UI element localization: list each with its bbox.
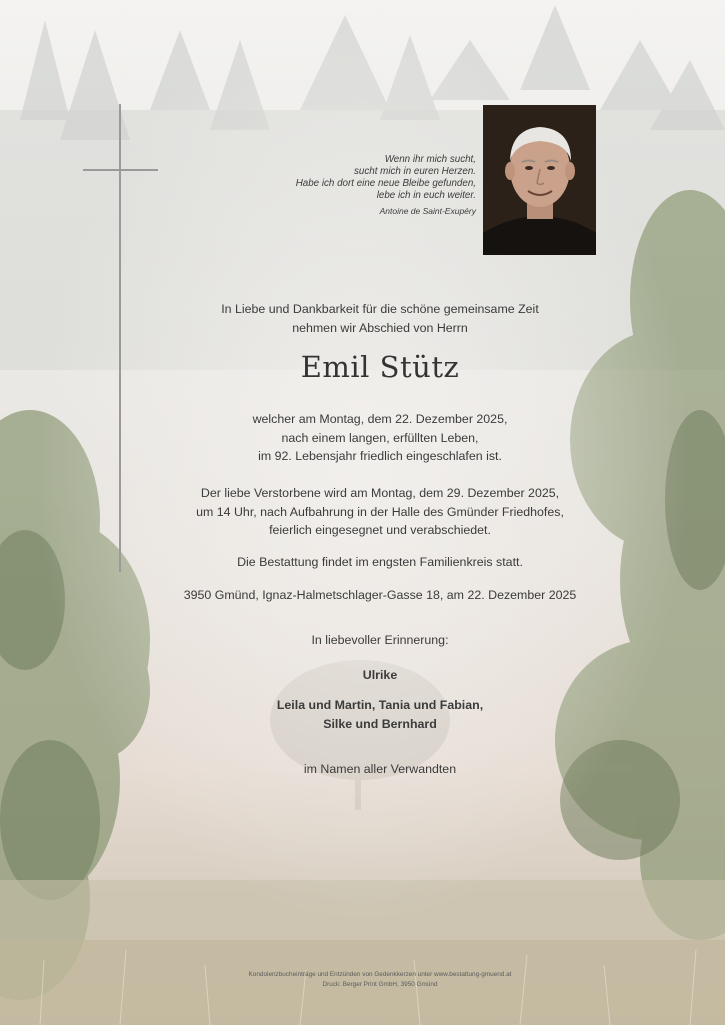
quote-line: sucht mich in euren Herzen. — [354, 166, 476, 177]
deceased-name: Emil Stütz — [300, 350, 460, 384]
mourners-list — [100, 696, 660, 733]
memory-heading: In liebevoller Erinnerung: — [311, 633, 449, 647]
funeral-notice — [100, 484, 660, 540]
footer-line: Kondolenzbucheinträge und Entzünden von Gedenkkerzen unter www.bestattung-gmuend.at — [248, 971, 512, 978]
death-notice — [100, 410, 660, 466]
mourners-line: Leila und Martin, Tania und Fabian, — [276, 698, 484, 712]
portrait-photo — [483, 105, 596, 255]
funeral-line: Der liebe Verstorbene wird am Montag, dem 29. Dezember 2025, — [200, 486, 560, 500]
place-and-date: 3950 Gmünd, Ignaz-Halmetschlager-Gasse 18, am 22. Dezember 2025 — [183, 588, 577, 602]
death-line: nach einem langen, erfüllten Leben, — [281, 430, 479, 445]
quote-author: Antoine de Saint-Exupéry — [379, 206, 476, 216]
death-line: welcher am Montag, dem 22. Dezember 2025, — [252, 412, 508, 426]
relatives-note: im Namen aller Verwandten — [303, 762, 457, 776]
intro-line: nehmen wir Abschied von Herrn — [292, 320, 468, 335]
quote-line: Wenn ihr mich sucht, — [384, 154, 476, 165]
intro-line: In Liebe und Dankbarkeit für die schöne gemeinsame Zeit — [221, 302, 539, 316]
footer-line: Druck: Berger Print GmbH, 3950 Gmünd — [322, 981, 438, 988]
quote-line: lebe ich in euch weiter. — [376, 190, 476, 201]
quote-line: Habe ich dort eine neue Bleibe gefunden, — [295, 178, 476, 189]
private-burial-note: Die Bestattung findet im engsten Familienkreis statt. — [237, 555, 523, 569]
footer — [180, 970, 580, 990]
funeral-line: feierlich eingesegnet und verabschiedet. — [269, 523, 491, 537]
intro-text — [100, 300, 660, 337]
death-line: im 92. Lebensjahr friedlich eingeschlafen ist. — [258, 449, 502, 463]
quote-block — [270, 154, 476, 217]
funeral-line: um 14 Uhr, nach Aufbahrung in der Halle des Gmünder Friedhofes, — [196, 504, 564, 519]
mourner-primary: Ulrike — [362, 668, 398, 682]
mourners-line: Silke und Bernhard — [323, 716, 437, 731]
cross-horizontal-bar — [83, 169, 158, 171]
